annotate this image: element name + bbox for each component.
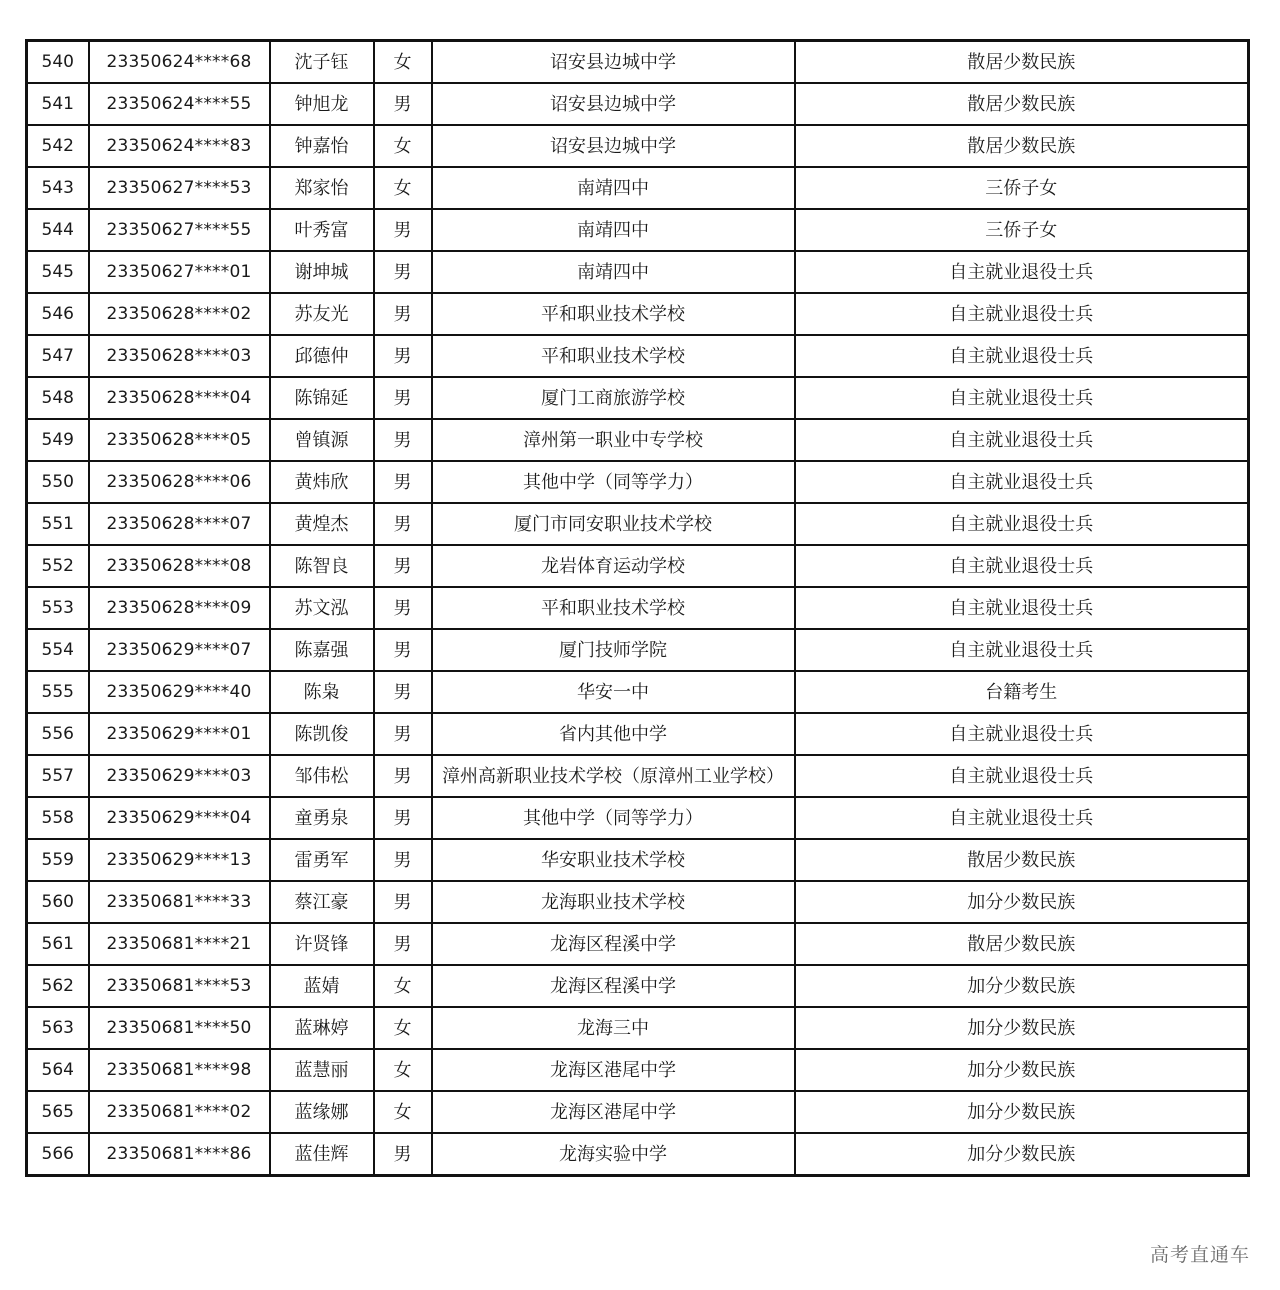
ticket-number-cell: 23350681****98 [89,1049,270,1091]
table-row [27,629,1249,671]
ticket-number-cell: 23350628****09 [89,587,270,629]
row-number-cell: 545 [27,251,89,293]
student-name-cell: 黄炜欣 [270,461,374,503]
student-name-cell: 蓝婧 [270,965,374,1007]
row-number-cell: 549 [27,419,89,461]
school-cell: 龙海区港尾中学 [432,1049,795,1091]
school-cell: 漳州第一职业中专学校 [432,419,795,461]
student-name-cell: 蓝缘娜 [270,1091,374,1133]
student-name-cell: 陈枭 [270,671,374,713]
student-name-cell: 苏友光 [270,293,374,335]
student-name-cell: 陈嘉强 [270,629,374,671]
ticket-number-cell: 23350627****53 [89,167,270,209]
student-name-cell: 蓝佳辉 [270,1133,374,1176]
ticket-number-cell: 23350628****08 [89,545,270,587]
school-cell: 省内其他中学 [432,713,795,755]
table-row [27,755,1249,797]
student-name-cell: 钟旭龙 [270,83,374,125]
ticket-number-cell: 23350629****07 [89,629,270,671]
category-cell: 散居少数民族 [795,41,1249,84]
ticket-number-cell: 23350629****01 [89,713,270,755]
school-cell: 平和职业技术学校 [432,335,795,377]
student-name-cell: 童勇泉 [270,797,374,839]
category-cell: 自主就业退役士兵 [795,461,1249,503]
student-name-cell: 雷勇军 [270,839,374,881]
table-row [27,41,1249,84]
student-name-cell: 蓝琳婷 [270,1007,374,1049]
ticket-number-cell: 23350628****04 [89,377,270,419]
ticket-number-cell: 23350627****55 [89,209,270,251]
row-number-cell: 564 [27,1049,89,1091]
table-row [27,335,1249,377]
ticket-number-cell: 23350628****02 [89,293,270,335]
ticket-number-cell: 23350624****83 [89,125,270,167]
school-cell: 诏安县边城中学 [432,41,795,84]
table-row [27,209,1249,251]
category-cell: 加分少数民族 [795,1007,1249,1049]
row-number-cell: 561 [27,923,89,965]
row-number-cell: 566 [27,1133,89,1176]
student-name-cell: 钟嘉怡 [270,125,374,167]
ticket-number-cell: 23350681****02 [89,1091,270,1133]
row-number-cell: 546 [27,293,89,335]
category-cell: 自主就业退役士兵 [795,335,1249,377]
row-number-cell: 553 [27,587,89,629]
gender-cell: 男 [374,251,432,293]
gender-cell: 女 [374,167,432,209]
ticket-number-cell: 23350624****68 [89,41,270,84]
row-number-cell: 563 [27,1007,89,1049]
table-row [27,1133,1249,1176]
student-name-cell: 叶秀富 [270,209,374,251]
gender-cell: 女 [374,125,432,167]
row-number-cell: 554 [27,629,89,671]
gender-cell: 女 [374,1007,432,1049]
category-cell: 三侨子女 [795,167,1249,209]
gender-cell: 男 [374,671,432,713]
gender-cell: 男 [374,419,432,461]
ticket-number-cell: 23350681****53 [89,965,270,1007]
gender-cell: 男 [374,839,432,881]
school-cell: 南靖四中 [432,167,795,209]
table-row [27,251,1249,293]
category-cell: 加分少数民族 [795,1049,1249,1091]
gender-cell: 男 [374,587,432,629]
table-row [27,167,1249,209]
table-row [27,1091,1249,1133]
school-cell: 华安职业技术学校 [432,839,795,881]
row-number-cell: 562 [27,965,89,1007]
gender-cell: 男 [374,629,432,671]
row-number-cell: 540 [27,41,89,84]
gender-cell: 男 [374,335,432,377]
school-cell: 龙海区程溪中学 [432,923,795,965]
category-cell: 散居少数民族 [795,125,1249,167]
category-cell: 台籍考生 [795,671,1249,713]
student-name-cell: 谢坤城 [270,251,374,293]
gender-cell: 女 [374,1049,432,1091]
row-number-cell: 543 [27,167,89,209]
school-cell: 诏安县边城中学 [432,125,795,167]
student-name-cell: 邹伟松 [270,755,374,797]
student-name-cell: 蓝慧丽 [270,1049,374,1091]
category-cell: 自主就业退役士兵 [795,587,1249,629]
table-row [27,965,1249,1007]
row-number-cell: 548 [27,377,89,419]
row-number-cell: 556 [27,713,89,755]
student-name-cell: 邱德仲 [270,335,374,377]
gender-cell: 男 [374,461,432,503]
table-row [27,881,1249,923]
student-name-cell: 曾镇源 [270,419,374,461]
gender-cell: 男 [374,1133,432,1176]
ticket-number-cell: 23350628****05 [89,419,270,461]
table-row [27,83,1249,125]
gender-cell: 男 [374,209,432,251]
category-cell: 自主就业退役士兵 [795,503,1249,545]
category-cell: 自主就业退役士兵 [795,251,1249,293]
student-name-cell: 蔡江豪 [270,881,374,923]
table-row [27,1049,1249,1091]
gender-cell: 女 [374,1091,432,1133]
school-cell: 龙海区程溪中学 [432,965,795,1007]
student-name-cell: 沈子钰 [270,41,374,84]
gender-cell: 女 [374,965,432,1007]
table-row [27,839,1249,881]
ticket-number-cell: 23350628****06 [89,461,270,503]
gender-cell: 男 [374,293,432,335]
row-number-cell: 559 [27,839,89,881]
gender-cell: 男 [374,377,432,419]
ticket-number-cell: 23350681****50 [89,1007,270,1049]
category-cell: 自主就业退役士兵 [795,545,1249,587]
ticket-number-cell: 23350681****86 [89,1133,270,1176]
school-cell: 龙海实验中学 [432,1133,795,1176]
school-cell: 龙海三中 [432,1007,795,1049]
row-number-cell: 550 [27,461,89,503]
school-cell: 平和职业技术学校 [432,293,795,335]
row-number-cell: 551 [27,503,89,545]
school-cell: 华安一中 [432,671,795,713]
school-cell: 其他中学（同等学力） [432,461,795,503]
ticket-number-cell: 23350628****07 [89,503,270,545]
watermark-text: 高考直通车 [1149,1244,1250,1266]
school-cell: 厦门工商旅游学校 [432,377,795,419]
row-number-cell: 547 [27,335,89,377]
row-number-cell: 552 [27,545,89,587]
row-number-cell: 541 [27,83,89,125]
category-cell: 自主就业退役士兵 [795,293,1249,335]
school-cell: 龙海职业技术学校 [432,881,795,923]
gender-cell: 女 [374,41,432,84]
row-number-cell: 555 [27,671,89,713]
ticket-number-cell: 23350681****21 [89,923,270,965]
table-row [27,797,1249,839]
gender-cell: 男 [374,797,432,839]
gender-cell: 男 [374,923,432,965]
table-row [27,419,1249,461]
student-name-cell: 陈锦延 [270,377,374,419]
category-cell: 散居少数民族 [795,839,1249,881]
school-cell: 平和职业技术学校 [432,587,795,629]
student-name-cell: 郑家怡 [270,167,374,209]
category-cell: 自主就业退役士兵 [795,755,1249,797]
gender-cell: 男 [374,881,432,923]
table-row [27,545,1249,587]
table-row [27,125,1249,167]
row-number-cell: 542 [27,125,89,167]
ticket-number-cell: 23350629****03 [89,755,270,797]
roster-body [27,41,1249,1176]
student-name-cell: 黄煌杰 [270,503,374,545]
table-row [27,1007,1249,1049]
row-number-cell: 544 [27,209,89,251]
ticket-number-cell: 23350629****04 [89,797,270,839]
row-number-cell: 557 [27,755,89,797]
table-row [27,503,1249,545]
category-cell: 加分少数民族 [795,881,1249,923]
roster-table [25,39,1250,1177]
category-cell: 自主就业退役士兵 [795,419,1249,461]
school-cell: 南靖四中 [432,251,795,293]
gender-cell: 男 [374,83,432,125]
school-cell: 龙海区港尾中学 [432,1091,795,1133]
ticket-number-cell: 23350681****33 [89,881,270,923]
student-name-cell: 许贤锋 [270,923,374,965]
school-cell: 其他中学（同等学力） [432,797,795,839]
row-number-cell: 558 [27,797,89,839]
category-cell: 散居少数民族 [795,83,1249,125]
category-cell: 自主就业退役士兵 [795,629,1249,671]
school-cell: 漳州高新职业技术学校（原漳州工业学校） [432,755,795,797]
category-cell: 三侨子女 [795,209,1249,251]
table-row [27,293,1249,335]
school-cell: 诏安县边城中学 [432,83,795,125]
school-cell: 厦门技师学院 [432,629,795,671]
category-cell: 散居少数民族 [795,923,1249,965]
table-row [27,461,1249,503]
ticket-number-cell: 23350629****40 [89,671,270,713]
ticket-number-cell: 23350627****01 [89,251,270,293]
school-cell: 龙岩体育运动学校 [432,545,795,587]
student-name-cell: 苏文泓 [270,587,374,629]
gender-cell: 男 [374,503,432,545]
ticket-number-cell: 23350628****03 [89,335,270,377]
ticket-number-cell: 23350629****13 [89,839,270,881]
gender-cell: 男 [374,755,432,797]
gender-cell: 男 [374,545,432,587]
category-cell: 加分少数民族 [795,965,1249,1007]
category-cell: 自主就业退役士兵 [795,377,1249,419]
table-row [27,377,1249,419]
row-number-cell: 565 [27,1091,89,1133]
school-cell: 厦门市同安职业技术学校 [432,503,795,545]
ticket-number-cell: 23350624****55 [89,83,270,125]
student-name-cell: 陈智良 [270,545,374,587]
table-row [27,587,1249,629]
table-row [27,923,1249,965]
gender-cell: 男 [374,713,432,755]
category-cell: 加分少数民族 [795,1091,1249,1133]
table-row [27,713,1249,755]
row-number-cell: 560 [27,881,89,923]
table-row [27,671,1249,713]
category-cell: 自主就业退役士兵 [795,713,1249,755]
category-cell: 加分少数民族 [795,1133,1249,1176]
school-cell: 南靖四中 [432,209,795,251]
category-cell: 自主就业退役士兵 [795,797,1249,839]
student-name-cell: 陈凯俊 [270,713,374,755]
